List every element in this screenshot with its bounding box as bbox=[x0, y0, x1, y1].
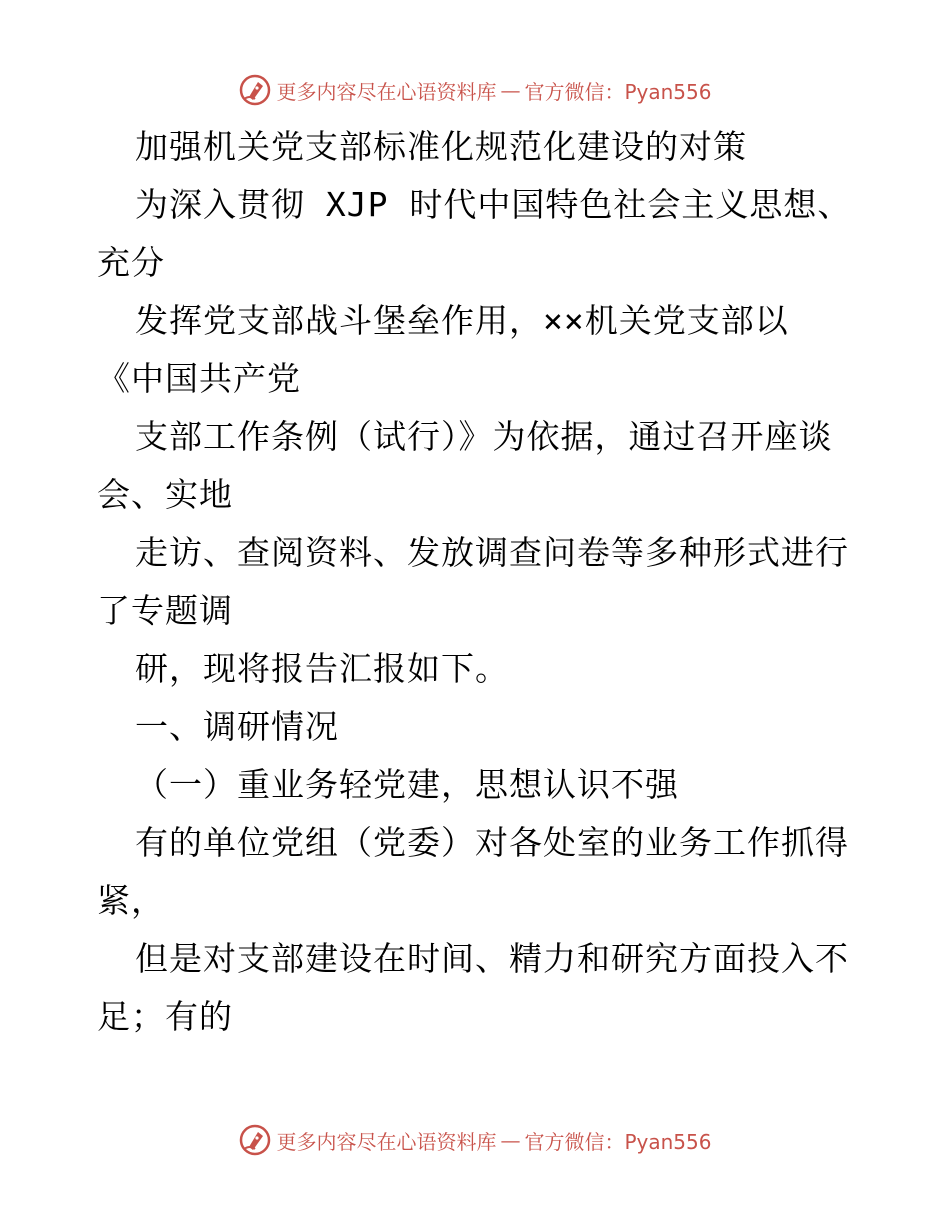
header-banner-content bbox=[238, 73, 711, 107]
pen-nib-logo-icon bbox=[238, 1123, 272, 1157]
pen-nib-logo-icon bbox=[238, 73, 272, 107]
footer-banner-text: 更多内容尽在心语资料库 bbox=[276, 1129, 497, 1154]
paragraph-line: 为深入贯彻 XJP 时代中国特色社会主义思想、 bbox=[135, 185, 852, 224]
header-banner-dash: — bbox=[500, 78, 521, 102]
footer-banner bbox=[0, 1120, 950, 1160]
header-banner-wechat: 官方微信：Pyan556 bbox=[524, 79, 712, 104]
document-title: 加强机关党支部标准化规范化建设的对策 bbox=[135, 127, 747, 166]
paragraph-line: 充分 bbox=[97, 243, 165, 282]
section-heading: 一、调研情况 bbox=[135, 707, 339, 746]
paragraph-line: 有的单位党组（党委）对各处室的业务工作抓得 bbox=[135, 823, 849, 862]
footer-banner-dash: — bbox=[500, 1128, 521, 1152]
paragraph-line: 研，现将报告汇报如下。 bbox=[135, 649, 509, 688]
footer-banner-wechat: 官方微信：Pyan556 bbox=[524, 1129, 712, 1154]
paragraph-line: 《中国共产党 bbox=[97, 359, 301, 398]
header-banner bbox=[0, 70, 950, 110]
document-body bbox=[97, 118, 857, 1046]
paragraph-line: 会、实地 bbox=[97, 475, 233, 514]
paragraph-line: 足；有的 bbox=[97, 997, 233, 1036]
paragraph-line: 但是对支部建设在时间、精力和研究方面投入不 bbox=[135, 939, 849, 978]
paragraph-line: 了专题调 bbox=[97, 591, 233, 630]
header-banner-text: 更多内容尽在心语资料库 bbox=[276, 79, 497, 104]
footer-banner-content bbox=[238, 1123, 711, 1157]
paragraph-line: 发挥党支部战斗堡垒作用，××机关党支部以 bbox=[135, 301, 789, 340]
paragraph-line: 支部工作条例（试行）》为依据，通过召开座谈 bbox=[135, 417, 833, 456]
subsection-heading: （一）重业务轻党建，思想认识不强 bbox=[135, 765, 679, 804]
paragraph-line: 紧， bbox=[97, 881, 165, 920]
paragraph-line: 走访、查阅资料、发放调查问卷等多种形式进行 bbox=[135, 533, 849, 572]
